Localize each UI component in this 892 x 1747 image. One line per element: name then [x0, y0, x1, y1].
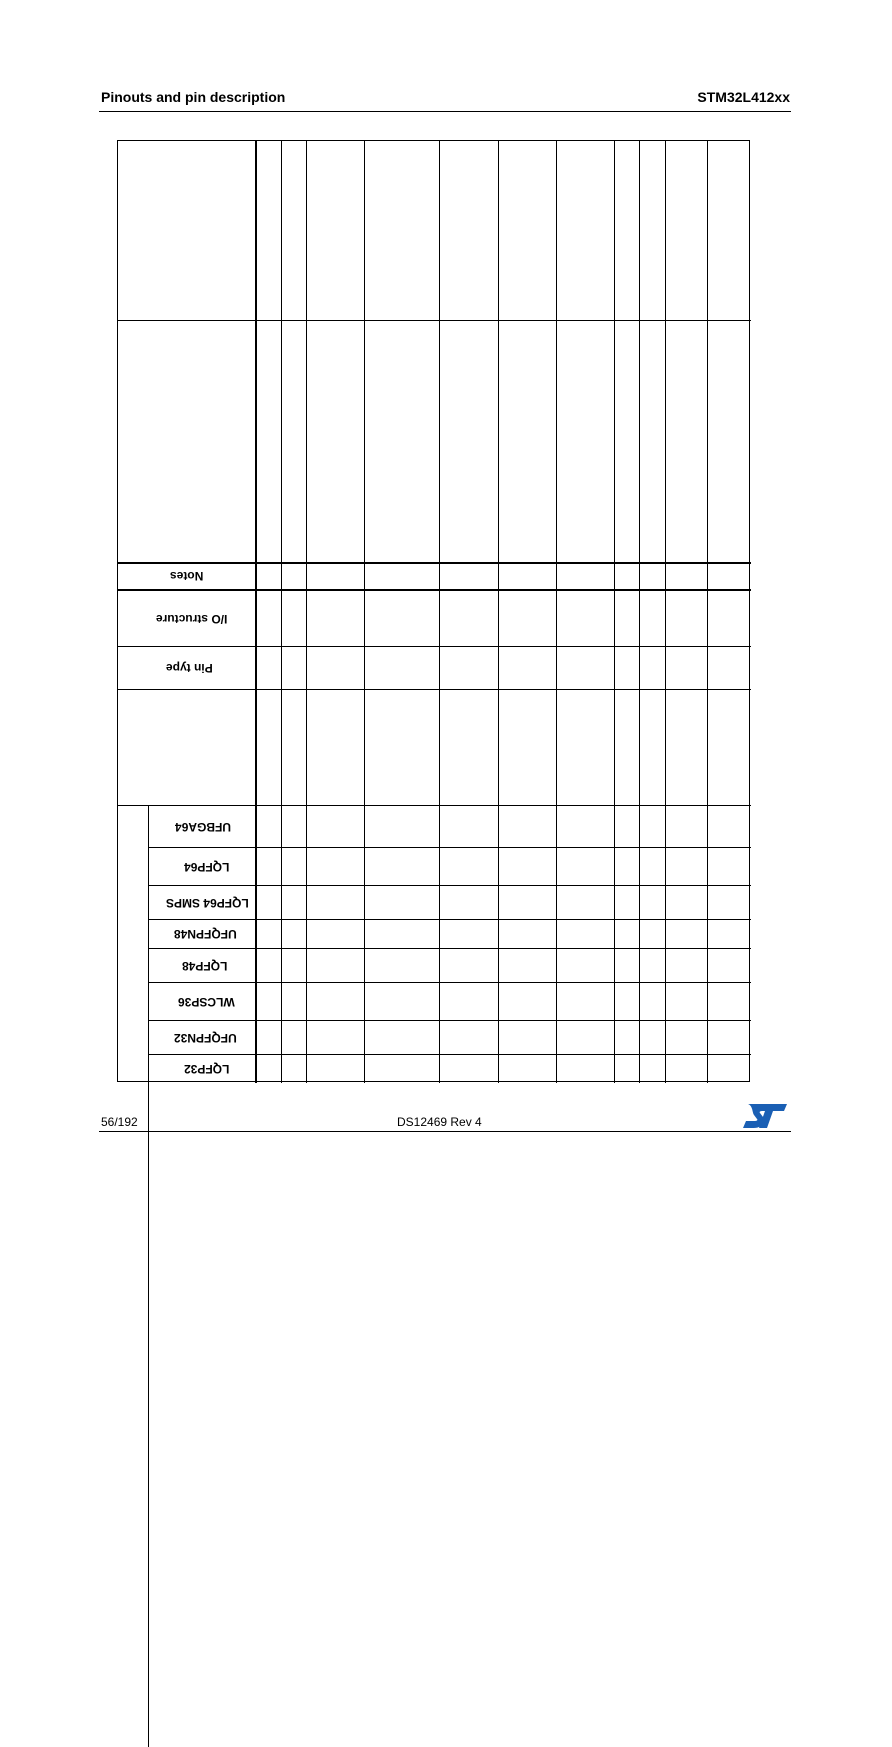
package-wlcsp36-label: WLCSP36 — [178, 994, 235, 1009]
col-line — [255, 141, 257, 1083]
pin-type-label: Pin type — [166, 661, 213, 675]
package-ufqfpn32-label: UFQFPN32 — [174, 1030, 237, 1045]
notes-label: Notes — [169, 569, 204, 583]
section-title: Pinouts and pin description — [101, 89, 286, 105]
document-id: DS12469 Rev 4 — [397, 1115, 482, 1129]
page-number: 56/192 — [101, 1115, 138, 1129]
st-logo-icon — [742, 1103, 788, 1129]
product-name: STM32L412xx — [697, 89, 790, 105]
col-line — [281, 141, 282, 1083]
package-lqfp64-label: LQFP64 — [183, 859, 229, 874]
package-lqfp48-label: LQFP48 — [181, 958, 227, 973]
io-structure-label: I/O structure — [155, 611, 227, 626]
col-line — [614, 141, 615, 1083]
col-line — [306, 141, 307, 1083]
header-rule — [99, 111, 791, 112]
row-line — [118, 320, 751, 321]
footer-rule — [99, 1131, 791, 1132]
col-line — [498, 141, 499, 1083]
col-line — [439, 141, 440, 1083]
col-line — [665, 141, 666, 1083]
package-ufqfpn48-label: UFQFPN48 — [174, 927, 237, 941]
package-lqfp64-smps-label: LQFP64 SMPS — [166, 895, 249, 910]
col-line — [364, 141, 365, 1083]
col-line — [707, 141, 708, 1083]
package-lqfp32-label: LQFP32 — [183, 1061, 229, 1076]
col-line — [639, 141, 640, 1083]
pin-definition-table — [117, 140, 750, 1082]
col-line — [556, 141, 557, 1083]
row-line — [118, 689, 751, 690]
package-ufbga64-label: UFBGA64 — [174, 819, 231, 834]
